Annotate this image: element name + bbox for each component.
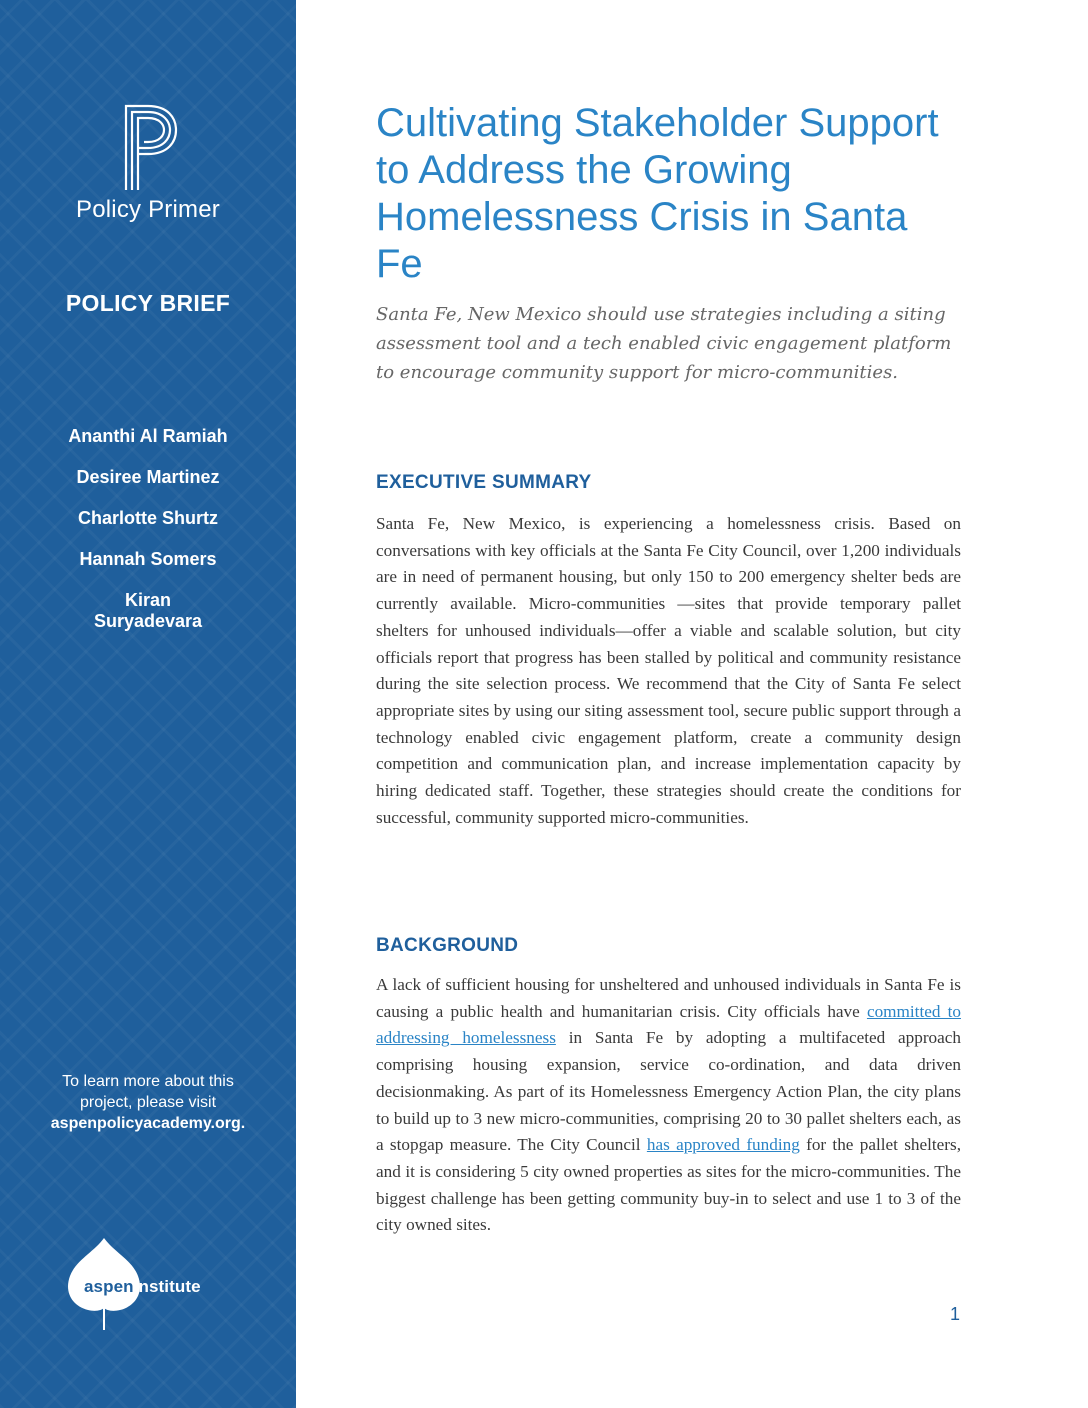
- page-number: 1: [950, 1304, 961, 1324]
- doc-type-label: Policy Primer: [76, 196, 220, 223]
- background-text: [376, 972, 961, 1239]
- aspen-institute-logo: [84, 1277, 201, 1297]
- policy-brief-label: POLICY BRIEF: [65, 290, 231, 316]
- author-name: Desiree Martinez: [76, 467, 220, 487]
- logo-word-aspen: aspen: [84, 1277, 134, 1296]
- author-list: [0, 426, 296, 652]
- document-subtitle: Santa Fe, New Mexico should use strategies including a siting assessment tool and a tech enabled civic engagement platform to encourage community support for micro-communities.: [376, 304, 952, 383]
- background-text-part: A lack of sufficient housing for unsheltered and unhoused individuals in Santa Fe is causing a public health and humanitarian crisis. City officials have: [376, 975, 961, 1021]
- approved-funding-link[interactable]: has approved funding: [646, 1135, 800, 1155]
- learn-more-note: [0, 1071, 296, 1134]
- background-text-part: for the pallet shelters, and it is considering 5 city owned properties as sites for the micro-communities. The biggest challenge has been getting community buy-in to select and use 1 to 3 of the city owned sites.: [376, 1135, 961, 1235]
- committed-to-addressing-homelessness-link[interactable]: committed to addressing homelessness: [376, 1001, 961, 1048]
- author-name: Ananthi Al Ramiah: [68, 426, 228, 446]
- section-heading-background: BACKGROUND: [376, 935, 519, 956]
- author-name: Hannah Somers: [79, 549, 217, 569]
- author-name: Kiran Suryadevara: [93, 590, 203, 631]
- policy-primer-logo-icon: [118, 98, 180, 190]
- author-name: Charlotte Shurtz: [77, 508, 218, 528]
- learn-more-link[interactable]: aspenpolicyacademy.org.: [50, 1115, 246, 1132]
- logo-word-institute: institute: [133, 1277, 201, 1296]
- background-text-part: in Santa Fe by adopting a multifaceted approach comprising housing expansion, service co-ordination, and data driven decisionmaking. As part of its Homelessness Emergency Action Plan, the city plans to build up to 3 new micro-communities, comprising 20 to 30 pallet shelters each, as a stopgap measure. The City Council: [376, 1028, 962, 1155]
- section-heading-executive-summary: EXECUTIVE SUMMARY: [376, 472, 592, 493]
- document-title: Cultivating Stakeholder Support to Address the Growing Homelessness Crisis in Santa Fe: [376, 101, 939, 286]
- executive-summary-text: Santa Fe, New Mexico, is experiencing a homelessness crisis. Based on conversations with key officials at the Santa Fe City Council, over 1,200 individuals are in need of permanent housing, but only 150 to 200 emergency shelter beds are currently available. Micro-communities —sites that provide temporary pallet shelters for unhoused individuals—offer a viable and scalable solution, but city officials report that progress has been stalled by political and community resistance during the site selection process. We recommend that the City of Santa Fe select appropriate sites by using our siting assessment tool, secure public support through a technology enabled civic engagement platform, create a community design competition and communication plan, and increase implementation capacity by hiring dedicated staff. Together, these strategies should create the conditions for successful, community supported micro-communities.: [376, 514, 961, 827]
- learn-more-text: To learn more about this project, please visit: [62, 1073, 234, 1111]
- sidebar: [0, 0, 296, 1408]
